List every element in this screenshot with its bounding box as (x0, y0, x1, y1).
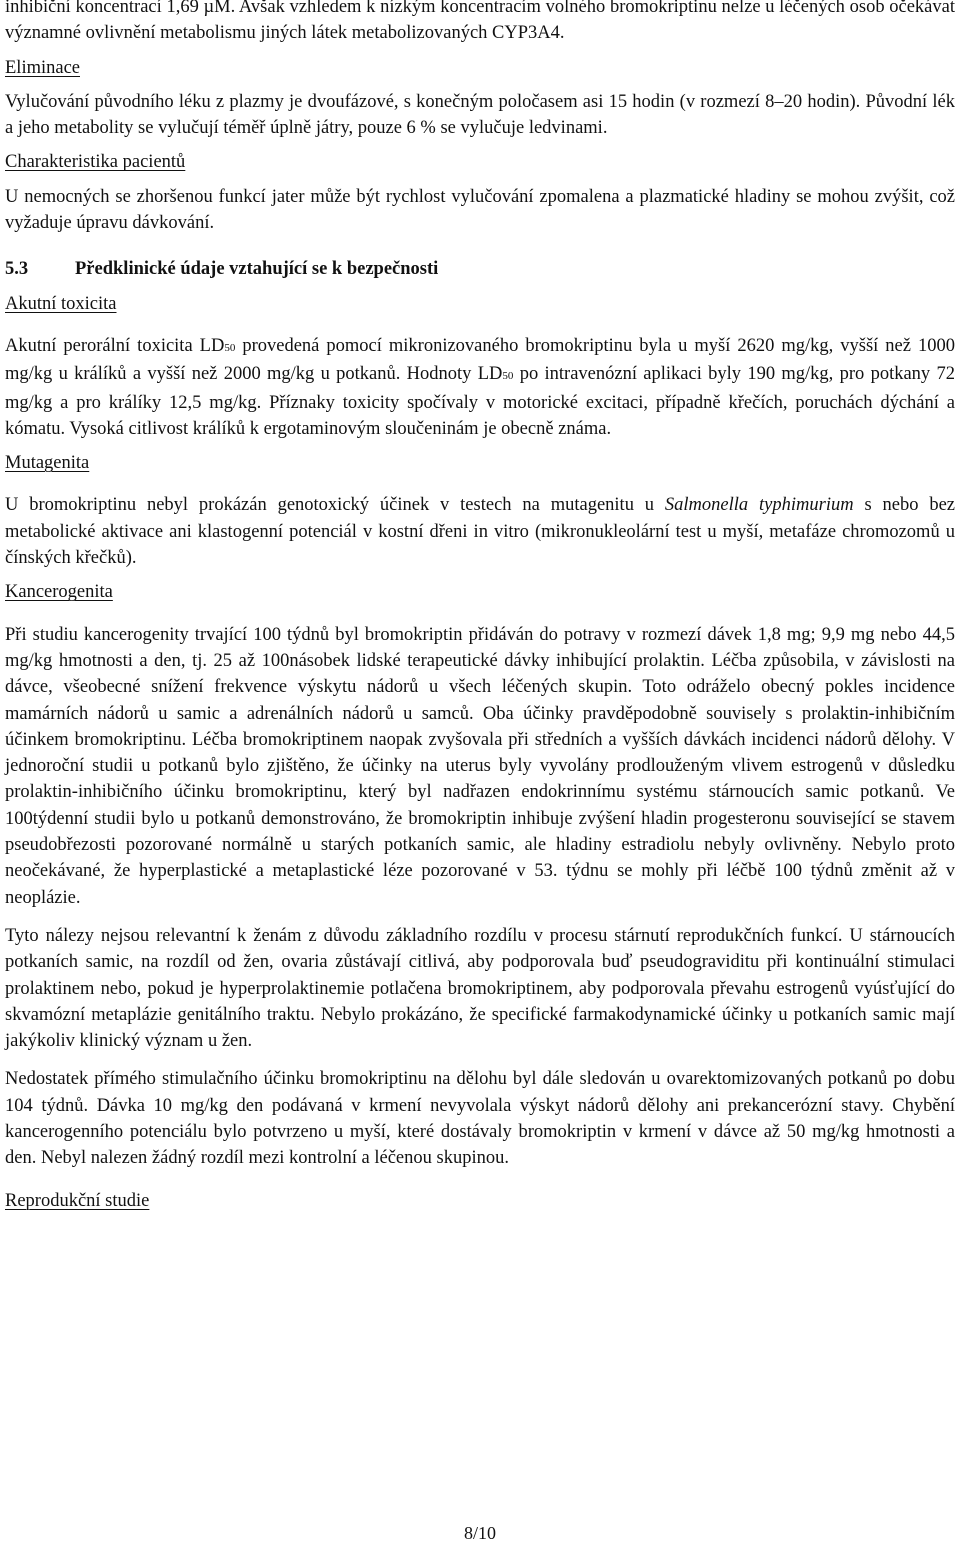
patient-characteristics-heading: Charakteristika pacientů (5, 152, 186, 173)
species-name: Salmonella typhimurium (664, 495, 854, 516)
reproduction-heading: Reprodukční studie (5, 1190, 150, 1211)
section-number: 5.3 (5, 259, 29, 280)
pharmacokinetics-paragraph: inhibiční koncentrací 1,69 µM. Avšak vzhledem k nízkým koncentracím volného bromokriptinu nelze u léčených osob očekávat významné ovlivnění metabolismu jiných látek metabolizovaných CYP3A4. (5, 0, 955, 44)
elimination-heading: Eliminace (5, 57, 80, 78)
page-number: 8/10 (463, 1523, 496, 1543)
document-page (5, 0, 955, 1214)
mutagenicity-heading: Mutagenita (5, 453, 90, 474)
acute-toxicity-paragraph: Akutní perorální toxicita LD50 provedená pomocí mikronizovaného bromokriptinu byla u myší 2620 mg/kg, vyšší než 1000 mg/kg u králíků a vyšší než 2000 mg/kg u potkanů. Hodnoty LD50 po intravenózní aplikaci byly 190 mg/kg, pro potkany 72 mg/kg a pro králíky 12,5 mg/kg. Příznaky toxicity spočívaly v motorické excitaci, případně křečích, poruchách dýchání a kómatu. Vysoká citlivost králíků k ergotaminovým sloučeninám je obecně známa. (5, 335, 955, 439)
ld50-subscript: 50 (502, 370, 514, 383)
carcinogenicity-paragraph-3: Nedostatek přímého stimulačního účinku bromokriptinu na dělohu byl dále sledován u ovarektomizovaných potkanů po dobu 104 týdnů. Dávka 10 mg/kg den podávaná v krmení nevyvolala výskyt nádorů dělohy ani prekancerózní stavy. Chybění kancerogenního potenciálu bylo potvrzeno u myší, které dostávaly bromokriptin v krmení v dávce až 50 mg/kg hmotnosti a den. Nebyl nalezen žádný rozdíl mezi kontrolní a léčenou skupinou. (5, 1069, 955, 1169)
patient-characteristics-paragraph: U nemocných se zhoršenou funkcí jater může být rychlost vylučování zpomalena a plazmatické hladiny se mohou zvýšit, což vyžaduje úpravu dávkování. (5, 186, 955, 234)
acute-toxicity-heading: Akutní toxicita (5, 293, 117, 314)
section-heading-5-3 (5, 256, 955, 282)
section-title: Předklinické údaje vztahující se k bezpečnosti (75, 259, 439, 280)
carcinogenicity-paragraph-1: Při studiu kancerogenity trvající 100 týdnů byl bromokriptin přidáván do potravy v rozmezí dávek 1,8 mg; 9,9 mg nebo 44,5 mg/kg hmotnosti a den, tj. 25 až 100násobek lidské terapeutické dávky inhibující prolaktin. Léčba způsobila, v závislosti na dávce, všeobecné snížení frekvence výskytu nádorů u všech léčených skupin. Toto odráželo obecný pokles incidence mamárních nádorů u samic a adrenálních nádorů u samců. Oba účinky pravděpodobně souvisely s prolaktin-inhibičním účinkem bromokriptinu. Léčba bromokriptinem naopak zvyšovala při středních a vyšších dávkách incidenci nádorů dělohy. V jednoroční studii u potkanů bylo zjištěno, že účinky na uterus byly vyvolány prodlouženým vlivem estrogenů v důsledku prolaktin-inhibičního účinku bromokriptinu, který byl nadřazen endokrinnímu systému stárnoucích samic potkanů. Ve 100týdenní studii bylo u potkanů demonstrováno, že bromokriptin inhibuje zvýšení hladin progesteronu související se stavem pseudobřezosti pozorované normálně u starých potkaních samic, ale hladiny estradiolu nebyly ovlivněny. Nebylo proto neočekávané, že hyperplastické a metaplastické léze pozorované v 53. týdnu se mohly při léčbě 100 týdnů změnit až v neoplázie. (5, 624, 955, 908)
mutagenicity-paragraph: U bromokriptinu nebyl prokázán genotoxický účinek v testech na mutagenitu u Salmonella typhimurium s nebo bez metabolické aktivace ani klastogenní potenciál v kostní dřeni in vitro (mikronukleolární test u myší, metafáze chromozomů u čínských křečků). (5, 495, 955, 569)
carcinogenicity-paragraph-2: Tyto nálezy nejsou relevantní k ženám z důvodu základního rozdílu v procesu stárnutí reprodukčních funkcí. U stárnoucích potkaních samic, na rozdíl od žen, ovaria zůstávají citlivá, aby podporovala buď pseudograviditu při kontinuální stimulaci prolaktinem nebo, pokud je hyperprolaktinemie potlačena bromokriptinem, aby podporovala převahu estrogenů vyúsťující do skvamózní metaplázie genitálního traktu. Nebylo prokázáno, že specifické farmakodynamické účinky u potkaních samic mají jakýkoliv klinický význam u žen. (5, 925, 955, 1052)
carcinogenicity-heading: Kancerogenita (5, 582, 113, 603)
ld50-subscript: 50 (224, 341, 236, 354)
elimination-paragraph: Vylučování původního léku z plazmy je dvoufázové, s konečným poločasem asi 15 hodin (v rozmezí 8–20 hodin). Původní lék a jeho metabolity se vylučují téměř úplně játry, pouze 6 % se vylučuje ledvinami. (5, 91, 955, 139)
